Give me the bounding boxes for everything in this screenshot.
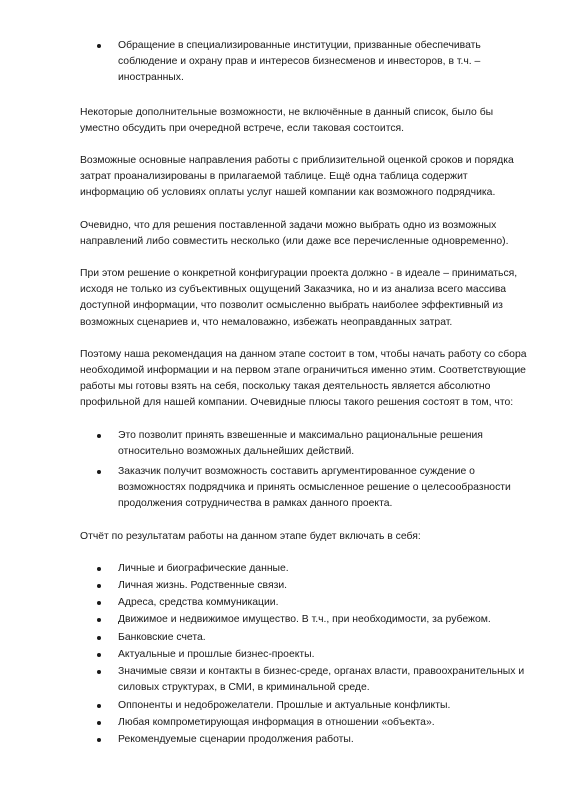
list-item [80, 647, 528, 663]
paragraph-work-directions: Возможные основные направления работы с приблизительной оценкой сроков и порядка затрат проанализированы в прилагаемой таблице. Ещё одна таблица содержит информацию об условиях оплаты услуг нашей компании как возможного подрядчика. [80, 155, 514, 199]
list-item [80, 698, 528, 714]
paragraph-project-configuration: При этом решение о конкретной конфигурации проекта должно - в идеале – приниматься, исходя не только из субъективных ощущений Заказчика, но и из анализа всего массива доступной информации, что позволит осмысленно выбрать наиболее эффективный из возможных сценариев и, что немаловажно, избежать неоправданных затрат. [80, 268, 518, 328]
list-item [80, 428, 528, 460]
bullet-icon [97, 44, 101, 48]
list-item [80, 595, 528, 611]
bullet-icon [97, 670, 101, 674]
list-item-text: Оппоненты и недоброжелатели. Прошлые и актуальные конфликты. [118, 699, 451, 711]
list-item-text: Значимые связи и контакты в бизнес-среде, органах власти, правоохранительных и силовых структурах, в СМИ, в криминальной среде. [118, 666, 525, 694]
list-item [80, 715, 528, 731]
list-item-text: Рекомендуемые сценарии продолжения работы. [118, 733, 354, 745]
top-bullet-list [80, 38, 528, 87]
list-item-text: Личная жизнь. Родственные связи. [118, 580, 288, 592]
paragraph-recommendation: Поэтому наша рекомендация на данном этапе состоит в том, чтобы начать работу со сбора необходимой информации и на первом этапе ограничиться именно этим. Соответствующие работы мы готовы взять на себя, поскольку такая деятельность является абсолютно профильной для нашей компании. Очевидные плюсы такого решения состоят в том, что: [80, 348, 527, 409]
list-item [80, 578, 528, 594]
list-item-text: Обращение в специализированные институции, призванные обеспечивать соблюдение и охрану прав и интересов бизнесменов и инвесторов, в т.ч. – иностранных. [118, 40, 481, 84]
bullet-icon [97, 584, 101, 588]
list-item-text: Это позволит принять взвешенные и максимально рациональные решения относительно возможных дальнейших действий. [118, 429, 483, 457]
bullet-icon [97, 704, 101, 708]
list-item [80, 664, 528, 696]
list-item-text: Любая компрометирующая информация в отношении «объекта». [118, 716, 435, 728]
list-item-text: Заказчик получит возможность составить аргументированное суждение о возможностях подрядчика и принять осмысленное решение о целесообразности продолжения сотрудничества в рамках данного проекта. [118, 466, 511, 510]
list-item-text: Банковские счета. [118, 631, 206, 643]
bullet-icon [97, 601, 101, 605]
list-item-text: Адреса, средства коммуникации. [118, 597, 279, 609]
list-item-text: Движимое и недвижимое имущество. В т.ч., при необходимости, за рубежом. [118, 614, 491, 626]
bullet-icon [97, 653, 101, 657]
bullet-icon [97, 567, 101, 571]
paragraph-report-intro: Отчёт по результатам работы на данном этапе будет включать в себя: [80, 530, 421, 542]
document-body [80, 38, 528, 749]
bullet-icon [97, 738, 101, 742]
list-item [80, 38, 528, 87]
benefits-bullet-list [80, 428, 528, 513]
paragraph-additional-options: Некоторые дополнительные возможности, не включённые в данный список, было бы уместно обсудить при очередной встрече, если таковая состоится. [80, 106, 494, 134]
report-bullet-list [80, 561, 528, 748]
list-item [80, 732, 528, 748]
list-item-text: Личные и биографические данные. [118, 562, 289, 574]
bullet-icon [97, 618, 101, 622]
list-item [80, 612, 528, 628]
bullet-icon [97, 636, 101, 640]
list-item [80, 561, 528, 577]
list-item [80, 630, 528, 646]
bullet-icon [97, 721, 101, 725]
paragraph-choose-direction: Очевидно, что для решения поставленной задачи можно выбрать одно из возможных направлений либо совместить несколько (или даже все перечисленные одновременно). [80, 219, 509, 247]
list-item [80, 464, 528, 513]
list-item-text: Актуальные и прошлые бизнес-проекты. [118, 648, 315, 660]
bullet-icon [97, 434, 101, 438]
bullet-icon [97, 470, 101, 474]
